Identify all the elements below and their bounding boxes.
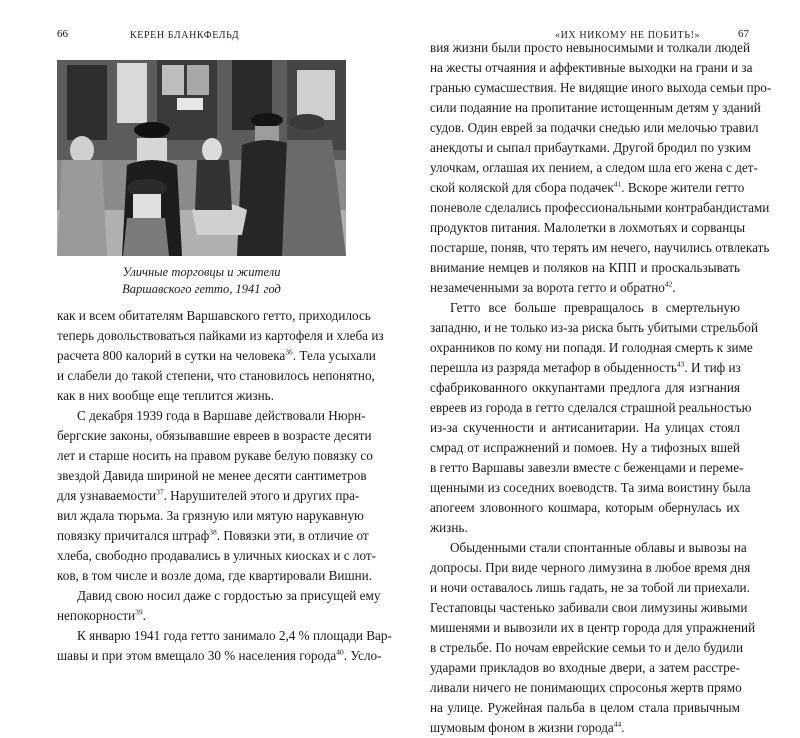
text-line [430,398,752,418]
text-line [430,78,772,98]
line-text: поневоле сделались профессиональными контрабандистами [430,200,770,215]
line-text: теперь довольствоваться пайками из картофеля и хлеба из [57,328,384,343]
text-line [430,38,751,58]
text-line [57,446,373,466]
caption-line: Уличные торговцы и жители [122,265,281,279]
text-line [430,638,744,658]
text-line [430,458,744,478]
text-line [430,258,740,278]
line-text: апогеем зловонного кошмара, которым обернулась их [430,500,740,515]
line-text: смрад от испражнений и помоев. Ну а тифозных вшей [430,440,740,455]
line-text: как и всем обитателям Варшавского гетто, приходилось [57,308,371,323]
line-text: для узнаваемости [57,488,157,503]
text-line [430,318,759,338]
text-line [430,338,753,358]
footnote-ref[interactable]: 44 [613,719,622,729]
text-line [430,238,770,258]
line-text: в стрельбе. По ночам еврейские семьи то и дело будили [430,640,744,655]
line-text: ков, в том числе и возле дома, где квартировали Вишни. [57,568,373,583]
line-text: . [142,608,146,623]
text-line [430,518,740,538]
footnote-ref[interactable]: 43 [676,359,685,369]
line-text: сили подаяние на пропитание истощенным детям у зданий [430,100,761,115]
line-text: вил ждала тюрьма. За грязную или мятую нарукавную [57,508,364,523]
line-text: допросы. При виде черного лимузина в любое время дня [430,560,751,575]
line-text: звездой Давида шириной не менее десяти сантиметров [57,468,367,483]
line-text: гранью сумасшествия. Не видящие иного выхода семьи про- [430,80,772,95]
text-line [430,658,740,678]
text-line [430,118,759,138]
line-text: шавы и при этом вмещало 30 % населения города [57,648,337,663]
line-text: продуктов питания. Малолетки в лохмотьях и сорванцы [430,220,746,235]
text-line [430,278,740,298]
line-text: ской коляской для сбора подачек [430,180,614,195]
text-line [430,58,753,78]
line-text: К январю 1941 года гетто занимало 2,4 % площади Вар- [77,628,392,643]
line-text: щенными из соседних воеводств. Та зима воистину была [430,480,751,495]
photo-caption [57,264,346,298]
line-text: незамеченными за ворота гетто и обратно [430,280,665,295]
line-text: Гетто все больше превращалось в смертельную [450,300,740,315]
text-line [57,586,381,606]
text-line [57,626,392,646]
text-line [430,698,740,718]
line-text: С декабря 1939 года в Варшаве действовали Нюрн- [77,408,366,423]
line-text: и ночи оставалось лишь гадать, не за тобой ли приехали. [430,580,750,595]
line-text: на жесты отчаяния и аффективные выходки на грани и за [430,60,753,75]
footnote-ref[interactable]: 39 [135,607,143,617]
line-text: на улице. Ружейная пальба в целом стала привычным [430,700,740,715]
line-text: . Тела усыхали [292,348,376,363]
text-line [430,218,746,238]
text-line [57,526,369,546]
text-line [430,678,740,698]
text-line [57,466,367,486]
text-line [430,538,747,558]
text-line [430,598,748,618]
running-head: КЕРЕН БЛАНКФЕЛЬД [130,30,240,41]
running-head: «ИХ НИКОМУ НЕ ПОБИТЬ!» [555,30,701,41]
caption-line: Варшавского гетто, 1941 год [122,282,281,296]
footnote-ref[interactable]: 40 [336,647,344,657]
line-text: . Нарушителей этого и других пра- [163,488,360,503]
page-number: 67 [738,28,749,40]
text-line [57,386,346,406]
text-line [430,178,745,198]
text-line [430,98,761,118]
text-line [57,326,384,346]
line-text: охранников по кому ни попадя. И голодная смерть к зиме [430,340,753,355]
text-line [57,646,382,666]
text-line [430,418,740,438]
text-line [430,298,740,318]
body-text [57,306,392,666]
page-number: 66 [57,28,68,40]
footnote-ref[interactable]: 37 [156,487,164,497]
text-line [57,606,346,626]
line-text: . [621,720,625,735]
line-text: сфабрикованного оккупантами предлога для изгнания [430,380,740,395]
text-line [430,478,751,498]
text-line [57,546,377,566]
text-line [430,358,740,378]
text-line [57,346,376,366]
line-text: непокорности [57,608,136,623]
text-line [430,198,770,218]
line-text: ударами прикладов во входные двери, а затем расстре- [430,660,740,675]
line-text: улочкам, оглашая их пением, а следом шла его жена с дет- [430,160,758,175]
line-text: . Вскоре жители гетто [621,180,745,195]
line-text: . Усло- [343,648,382,663]
line-text: вия жизни были просто невыносимыми и толкали людей [430,40,751,55]
text-line [57,486,360,506]
right-page [400,0,800,735]
line-text: расчета 800 калорий в сутки на человека [57,348,286,363]
line-text: . Повязки эти, в отличие от [216,528,369,543]
text-line [430,718,740,738]
line-text: перешла из разряда метафор в обыденность [430,360,677,375]
text-line [430,498,740,518]
text-line [57,506,364,526]
footnote-ref[interactable]: 36 [285,347,293,357]
footnote-ref[interactable]: 41 [613,179,622,189]
street-photo [57,60,346,256]
line-text: внимание немцев и поляков на КПП и проскальзывать [430,260,740,275]
line-text: Обыденными стали спонтанные облавы и вывозы на [450,540,747,555]
text-line [57,306,371,326]
line-text: . И тиф из [684,360,741,375]
line-text: евреев из города в гетто сделался страшной реальностью [430,400,752,415]
line-text: Давид свою носил даже с гордостью за присущей ему [77,588,381,603]
line-text: Гестаповцы частенько забивали свои лимузины живыми [430,600,748,615]
line-text: лет и старше носить на правом рукаве белую повязку со [57,448,373,463]
line-text: хлеба, свободно продавались в уличных киосках и с лот- [57,548,377,563]
line-text: западню, и не только из-за риска быть убитыми стрельбой [430,320,759,335]
text-line [430,578,750,598]
text-line [430,378,740,398]
text-line [57,366,375,386]
line-text: шумовым фоном в жизни города [430,720,614,735]
line-text: . [672,280,676,295]
line-text: судов. Один еврей за подачки снедью или мелочью травил [430,120,759,135]
line-text: повязку причитался штраф [57,528,210,543]
text-line [430,618,756,638]
line-text: в гетто Варшавы завезли вместе с беженцами и переме- [430,460,744,475]
text-line [57,426,372,446]
line-text: бергские законы, обязывавшие евреев в возрасте десяти [57,428,372,443]
line-text: из-за скученности и антисанитарии. На улицах стоял [430,420,740,435]
line-text: как в них вообще еще теплится жизнь. [57,388,274,403]
text-line [430,138,751,158]
left-page [0,0,400,663]
line-text: и слабели до такой степени, что становилось непонятно, [57,368,375,383]
text-line [430,558,751,578]
text-line [57,566,373,586]
text-line [430,158,758,178]
text-line [57,406,366,426]
footnote-ref[interactable]: 42 [664,279,673,289]
line-text: анекдоты и сыпал прибаутками. Другой бродил по узким [430,140,751,155]
line-text: жизнь. [430,520,468,535]
footnote-ref[interactable]: 38 [209,527,217,537]
body-text [430,38,772,738]
line-text: постарше, поняв, что терять им нечего, научились отвлекать [430,240,770,255]
line-text: ливали ничего не понимающих спросонья жертв прямо [430,680,742,695]
line-text: мишенями и вывозили их в центр города для упражнений [430,620,756,635]
text-line [430,438,740,458]
